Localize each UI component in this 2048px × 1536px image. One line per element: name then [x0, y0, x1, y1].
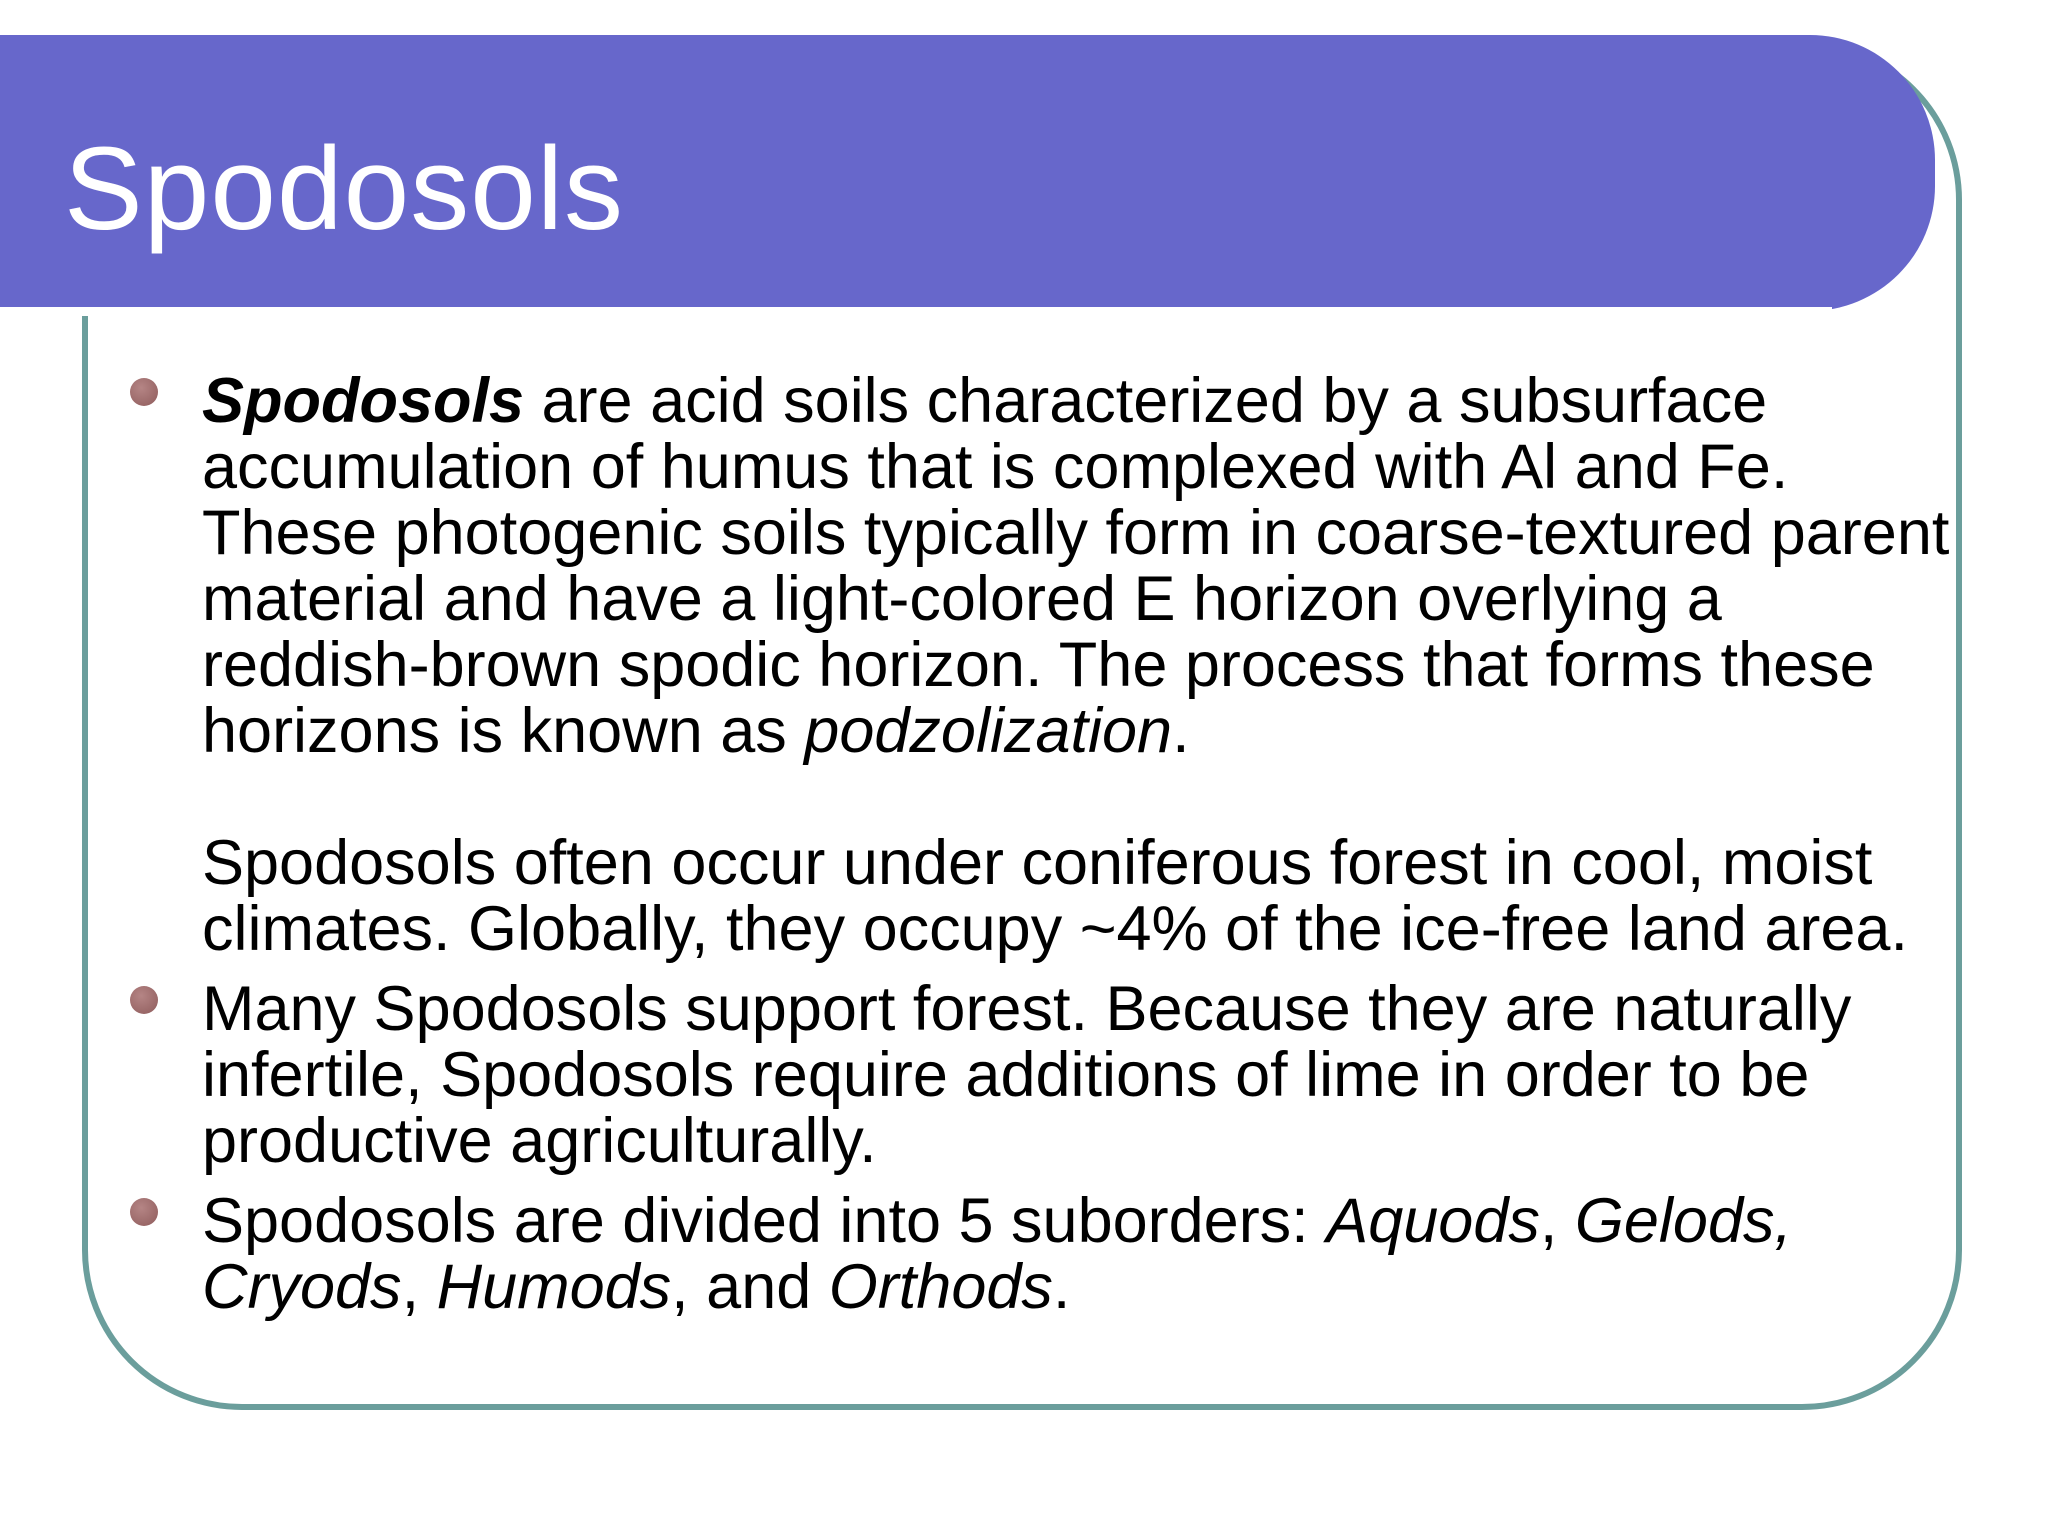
title-bar [0, 35, 1935, 311]
slide-title: Spodosols [64, 123, 625, 255]
suborder-separator: , and [671, 1252, 829, 1322]
suborder-separator: , [1539, 1186, 1575, 1256]
bullet-icon [130, 1198, 158, 1226]
term-spodosols: Spodosols [202, 366, 525, 436]
bullet-icon [130, 986, 158, 1014]
definition-text: are acid soils characterized by a subsurface accumulation of humus that is complexed with Al and Fe. These photogenic soils typically form in coarse-textured parent material and have a light-colored E horizon overlying a reddish-brown spodic horizon. The process that forms these horizons is known as [202, 366, 1950, 766]
suborders-prefix: Spodosols are divided into 5 suborders: [202, 1186, 1327, 1256]
forest-text: Many Spodosols support forest. Because they are naturally infertile, Spodosols require additions of lime in order to be productive agriculturally. [202, 974, 1852, 1176]
bullet-item-suborders [130, 1188, 1960, 1320]
title-underline [0, 307, 1832, 316]
suborders-period: . [1052, 1252, 1071, 1322]
bullet-item-definition [130, 368, 1960, 962]
suborder-gelods: Gelods, [1574, 1186, 1792, 1256]
occurrence-text: Spodosols often occur under coniferous forest in cool, moist climates. Globally, they occupy ~4% of the ice-free land area. [202, 828, 1908, 964]
definition-period: . [1172, 696, 1190, 766]
bullet-icon [130, 378, 158, 406]
term-podzolization: podzolization [804, 696, 1173, 766]
suborder-separator: , [401, 1252, 437, 1322]
suborder-cryods: Cryods [202, 1252, 402, 1322]
bullet-item-forest [130, 976, 1960, 1174]
bullet-list [130, 368, 1960, 1334]
suborder-aquods: Aquods [1326, 1186, 1540, 1256]
suborder-orthods: Orthods [828, 1252, 1053, 1322]
suborder-humods: Humods [436, 1252, 672, 1322]
paragraph-gap [202, 764, 1960, 830]
